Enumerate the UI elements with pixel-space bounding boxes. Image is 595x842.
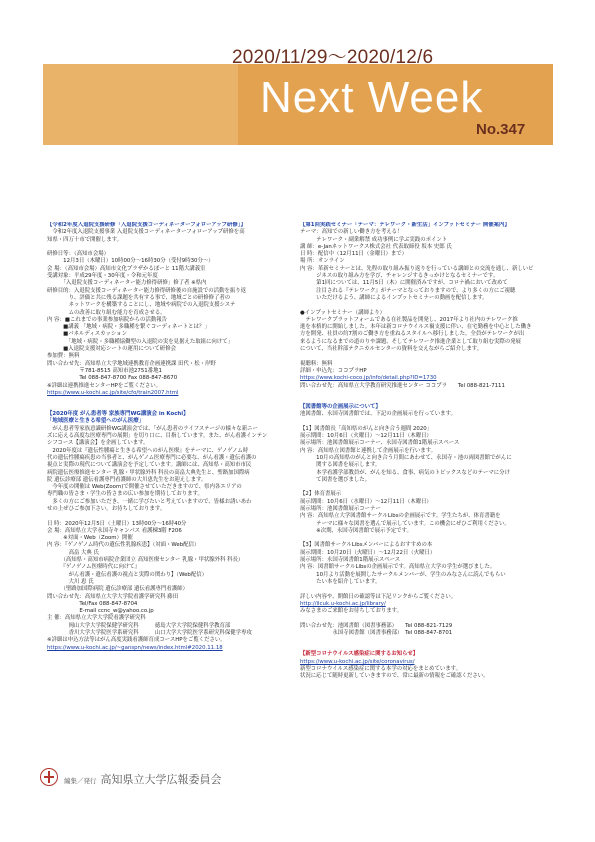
link-training[interactable]: https://www.u-kochi.ac.jp/site/cfo/train2007.html	[47, 389, 179, 396]
section-body-seminar	[300, 229, 555, 375]
text-line: がん看護・遺伝看護の視点と実際の関わり】（Web配信）	[47, 571, 207, 578]
text-line: 問い合わせ先：高知県立大学大学院看護学研究科 藤田	[47, 593, 179, 600]
text-line: 参加費：無料	[47, 353, 80, 360]
text-line: 内 容：高知県立図書館と連携して企画展示を行います。	[300, 447, 437, 454]
text-line: 大川 恵 氏	[47, 578, 94, 585]
text-line	[300, 615, 555, 622]
section-title-cancer-lecture: 【2020年度 がん患者等 家族専門WG講演会 in Kochi】	[47, 411, 189, 418]
text-line: シフコース【講演会】を企画しています。	[47, 440, 149, 447]
issue-number: No.347	[476, 121, 526, 138]
text-line: 「地域・病院・多職種協働型の入退院の実を見据えた取組に向けて」	[47, 338, 233, 345]
section-subtitle-cancer-lecture: 「地域医療と生きる希望へのがん医療」	[47, 418, 145, 425]
text-line: 今年度の開催は Web(Zoom)で開催させていただきますので、県内各エリアの	[47, 484, 242, 491]
text-line: ※次期、永国寺図書館で展示予定です。	[300, 527, 412, 534]
banner-accent	[43, 64, 238, 145]
link-library[interactable]: http://ilcuk.u-kochi.ac.jp/library/	[300, 600, 386, 607]
text-line: ネットワークを構築することにし、地域や病院での入退院支援システ	[47, 302, 236, 309]
seminar-contact: 問い合わせ先：高知県立大学教育研究推進センター ココプラ Tel 088-821-7111	[300, 382, 505, 389]
text-line: 詳しい内容や、開館日の確認等は下記リンクからご覧ください。	[300, 593, 457, 600]
text-line: 展示場所：永国寺図書館1階展示スペース	[300, 557, 401, 564]
text-line: 院 遺伝診療部 遺伝看護専門看護師の大川恵先生をお迎えします。	[47, 476, 207, 483]
date-range: 2020/11/29～2020/12/6	[232, 47, 434, 68]
text-line: 主 催：高知県立大学大学院看護学研究科	[47, 615, 146, 622]
text-line: 展示期間：10月6日（水曜日）～12月11日（木曜日）	[300, 498, 432, 505]
text-line: （聖路加国際病院 遺伝診療部 遺伝看護専門看護師）	[47, 586, 188, 593]
text-line: 2020年度は『遺伝性腫瘍と生きる希望へのがん医療』をテーマに、ゲノゲノム時	[47, 447, 249, 454]
newsletter-title: Next Week	[260, 73, 484, 122]
text-line: 代の遺伝性腫瘍疾患の当事者と、がんゲノム医療専門に必要な、がん看護・遺伝看護の	[47, 454, 257, 461]
text-line: 方を開発、社員の約7割のご働き方を重ねるスタイルへ移行しました。全員がテレワークが出	[300, 331, 525, 338]
link-cancer-lecture[interactable]: https://www.u-kochi.ac.jp/~ganspn/news/index.html#2020.11.18	[47, 644, 223, 651]
text-line: 本学看護学部教員が、がんを知る、食事、病気のトピックスなどのテーマに分け	[300, 469, 510, 476]
section-body-training	[47, 229, 297, 390]
text-line: 問い合わせ先：高知県立大学地域連携教育企画連携課 田代・松・岸野	[47, 360, 216, 367]
text-line: いただけるよう、講師によるインプットセミナーの動画を配信します。	[300, 294, 488, 301]
section-title-covid: 【新型コロナウイルス感染症に関するお知らせ】	[300, 651, 419, 658]
text-line: ※詳細は申込方法等はがん高度実践看護師育成コースHPをご覧ください。	[47, 637, 226, 644]
text-line: 令和2年度入退院支援事業 入退院支援コーディネーターフォローアップ研修を高	[47, 229, 245, 236]
text-line: ズに応える高度な医療専門の展開」を切り口に、目指しています。また、がん看護インテン	[47, 433, 268, 440]
text-line: 高畠 大典 氏	[47, 549, 99, 556]
text-line: 新型コロナウイルス感染症に関する本学の対応をまとめています。	[300, 665, 461, 672]
text-line: 視点と実際の現代について講演会を予定しています。講師には、高知県・高知市市民	[47, 462, 252, 469]
text-line: 会 場：高知県立大学永国寺キャンパス 看護棟3階 F206	[47, 527, 182, 534]
text-line: 12月3日（木曜日）10時00分～16時30分（受付9時30分～）	[47, 258, 214, 265]
text-line: 『ゲノゲノム医療時代に向けて』	[47, 564, 141, 571]
text-line: 状況に応じて随時更新していきますので、常に最新の情報をご確認ください。	[300, 673, 489, 680]
text-line	[300, 302, 555, 309]
text-line: ■入退院支援対応シートの運用について研修会	[47, 346, 176, 353]
text-line: 内 容：『ゲノゲノム時代の遺伝性乳腺疾患】（対面・Web配信）	[47, 542, 200, 549]
section-body-cancer-lecture	[47, 426, 297, 645]
text-line: ムの改善に取り組む能力を育成させる。	[47, 309, 166, 316]
text-line: みなさまのご来館をお待ちしております。	[300, 608, 402, 615]
text-line: 講 師：e-Janネットワークス株式会社 代表取締役 坂本 史郎 氏	[300, 243, 452, 250]
section-title-library-exhibit: 【図書館等の企画展示について】	[300, 403, 381, 410]
text-line: Tel/Fax 088-847-8704	[47, 600, 138, 607]
text-line: 視聴料：無料	[300, 360, 333, 367]
text-line: 日 時：配信中（12月11日（金曜日）まで）	[300, 251, 408, 258]
text-line: 岡山大学大学院保健学研究科 徳島大学大学院保健科学教育部	[47, 622, 231, 629]
text-line	[300, 418, 555, 425]
text-line: がん患者等家族意識研修WG講演会では、「がん患者のライフステージの様々な新ニー	[47, 425, 258, 432]
footer-org: 高知県立大学広報委員会	[100, 773, 222, 786]
text-line: 10月の高知県のがんと向き合う月間にあわせて、永国寺・池の両図書館でがんに	[300, 454, 512, 461]
text-line: 研修日等：（高知市会場）	[47, 251, 109, 258]
library-contact	[300, 608, 555, 637]
text-line	[300, 353, 555, 360]
section-title-training: 【令和2年度入退院支援研修「入退院支援コーディネーターフォローアップ研修」】	[47, 222, 246, 228]
text-line: 関する図書を展示します。	[300, 462, 381, 469]
section-body-library-exhibit	[300, 411, 555, 601]
text-line: て図書を選びました。	[300, 476, 371, 483]
text-line: 内 容：革新セミナーとは、先程の取り組み振り返りを行っている講師との交流を通し、新しいビ	[300, 265, 534, 272]
text-line: ●インプットセミナー（講師より）	[300, 309, 386, 316]
text-line: 会 場：（高知市会場）高知市文化プラザかるぽーと 11階大講義室	[47, 265, 206, 272]
header	[0, 0, 595, 195]
text-line: 展示場所：池図書館展示コーナー	[300, 505, 381, 512]
text-line: 展示期間：10月6日（火曜日）～12月11日（木曜日）	[300, 433, 432, 440]
text-line: 【2】体育書展示	[300, 491, 342, 498]
text-line: 「入退院支援コーディネーター能力修得研修」修了者 ※県内	[47, 280, 207, 287]
text-line: 10月より活動を展開したサークルメンバーが、学生のみなさんに読んでもらい	[300, 571, 506, 578]
text-line: 内 容：■これまでの事業参加病院からの活動報告	[47, 316, 168, 323]
text-line: 詳細・申込先：ココプラHP	[300, 367, 367, 374]
text-line: 専門職の皆さま・学生の皆さまの広い参加を期待しております。	[47, 491, 203, 498]
text-line: ※対面・Web（Zoom）開催	[47, 535, 133, 542]
footer-prefix: 編集／発行	[64, 777, 97, 785]
text-line	[47, 513, 297, 520]
text-line: 香川大学大学院医学系研究科 山口大学大学院医学系研究科保健学専攻	[47, 630, 252, 637]
text-line: 研修目的：入退院支援コーディネーター能力修得研修後の自施設での活動を振り返	[47, 287, 247, 294]
text-line: テレワークプラットフォームである在社製品を開発し、2017年より社内のテレワーク推	[300, 316, 518, 323]
text-line: たい本を紹介しています。	[300, 578, 381, 585]
text-line: ■講義 「地域・病院・多職種を繋ぐコーディネートとは？」	[47, 324, 210, 331]
text-line: ジネスの取り組み方を学び、チャレンジするきっかけとなるセミナーです。	[300, 273, 499, 280]
text-line: テーマに様々な図書を選んで展示しています。この機会にぜひご利用ください。	[300, 520, 510, 527]
text-line: ※詳細は連携推進センターHPをご覧ください。	[47, 382, 162, 389]
text-line: 多くの方にご参加いただき、一緒に学びたいと考えていますので、皆様お誘いあわ	[47, 498, 252, 505]
text-line: について、当社幹部テクニカルセンターの資料を交えながらご紹介します。	[300, 346, 483, 353]
text-line: 知県・四万十市で開催します。	[47, 236, 123, 243]
text-line: り、評価と共に残る課題を共有する事で、地域ごとの研修修了者の	[47, 294, 231, 301]
text-line: 内 容：図書館サークルLibsの企画展示です。高知県立大学の学生が選びました。	[300, 564, 496, 571]
text-line: 展示場所：池図書館展示コーナー、永国寺図書館1階展示スペース	[300, 440, 460, 447]
text-line: 池図書館、永国寺図書館では、下記の企画展示を行っています。	[300, 411, 456, 418]
left-column	[47, 222, 297, 770]
text-line: 来るようになるまでの道のりや課題、そしてテレワーク推進企業として取り組む実際の発展	[300, 338, 521, 345]
footer-publisher	[64, 771, 222, 787]
text-line: Tel 088-847-8700 Fax 088-847-8670	[47, 375, 178, 382]
text-line: 受講対象：平成29年度・30年度・令和元年度	[47, 273, 158, 280]
text-line	[300, 586, 555, 593]
text-line: 【3】図書館サークルLibsメンバーによるおすすめの本	[300, 542, 433, 549]
right-column	[300, 222, 555, 770]
text-line: 〒781-8515 高知市池2751番地1	[47, 367, 162, 374]
text-line: 病院遺伝医療推進センター 乳腺・甲状腺外科 科長の高畠大典先生と、聖路加国際病	[47, 469, 250, 476]
text-line: ■パネルディスカッション	[47, 331, 127, 338]
text-line: 日 時：2020年12月5日（土曜日）13時00分～16時40分	[47, 520, 187, 527]
text-line: テーマ：高知での新しい働き方を考える！	[300, 229, 403, 236]
text-line: 注目される『テレワーク』がテーマとなっておりますので、より多くの方にご視聴	[300, 287, 516, 294]
text-line: 進を本格的に開始しました。本年は新コロナウイルス禍支援に伴い、在宅勤務を中心とした働き	[300, 324, 532, 331]
text-line: 問い合わせ先：池図書館（図書事務部） Tel 088-821-7129	[300, 622, 453, 629]
university-seal-icon	[40, 768, 58, 786]
text-line: 永国寺図書館（図書事務部） Tel 088-847-8701	[300, 630, 453, 637]
link-seminar[interactable]: https://www.kochi-coco.jp/info/detail.php?ID=1730	[300, 375, 437, 382]
text-line: 内 容：高知県立大学図書館サークルLibsの企画展示です。学生たちが、体育書籍を	[300, 513, 501, 520]
text-line: せの上ぜひご参加下さい。お待ちしております。	[47, 505, 166, 512]
text-line: 展示期間：10月20日（火曜日）～12月22日（火曜日）	[300, 549, 436, 556]
section-body-covid	[300, 666, 555, 681]
text-line: E-mail ccnc_w@yahoo.co.jp	[47, 608, 154, 615]
text-line: 場 所：オンライン	[300, 258, 345, 265]
text-line: テレワーク・副業解禁 成功事例に学ぶ実践のポイント	[300, 236, 448, 243]
text-line: （高知県・高知市病院企業団立 高知医療センター 乳腺・甲状腺外科 科長）	[47, 557, 244, 564]
link-covid[interactable]: https://www.u-kochi.ac.jp/site/coronavirus/	[300, 658, 415, 665]
section-title-seminar: 【第1回実践セミナー「テーマ：テレワーク・新生活」インプットセミナー 開催案内】	[300, 222, 510, 228]
text-line: 第1回については、11月5日（木）に開催済みですが、コロナ禍において改めて	[300, 280, 508, 287]
text-line: 【1】図書館長「高知県のがんと向き合う週間 2020」	[300, 425, 433, 432]
